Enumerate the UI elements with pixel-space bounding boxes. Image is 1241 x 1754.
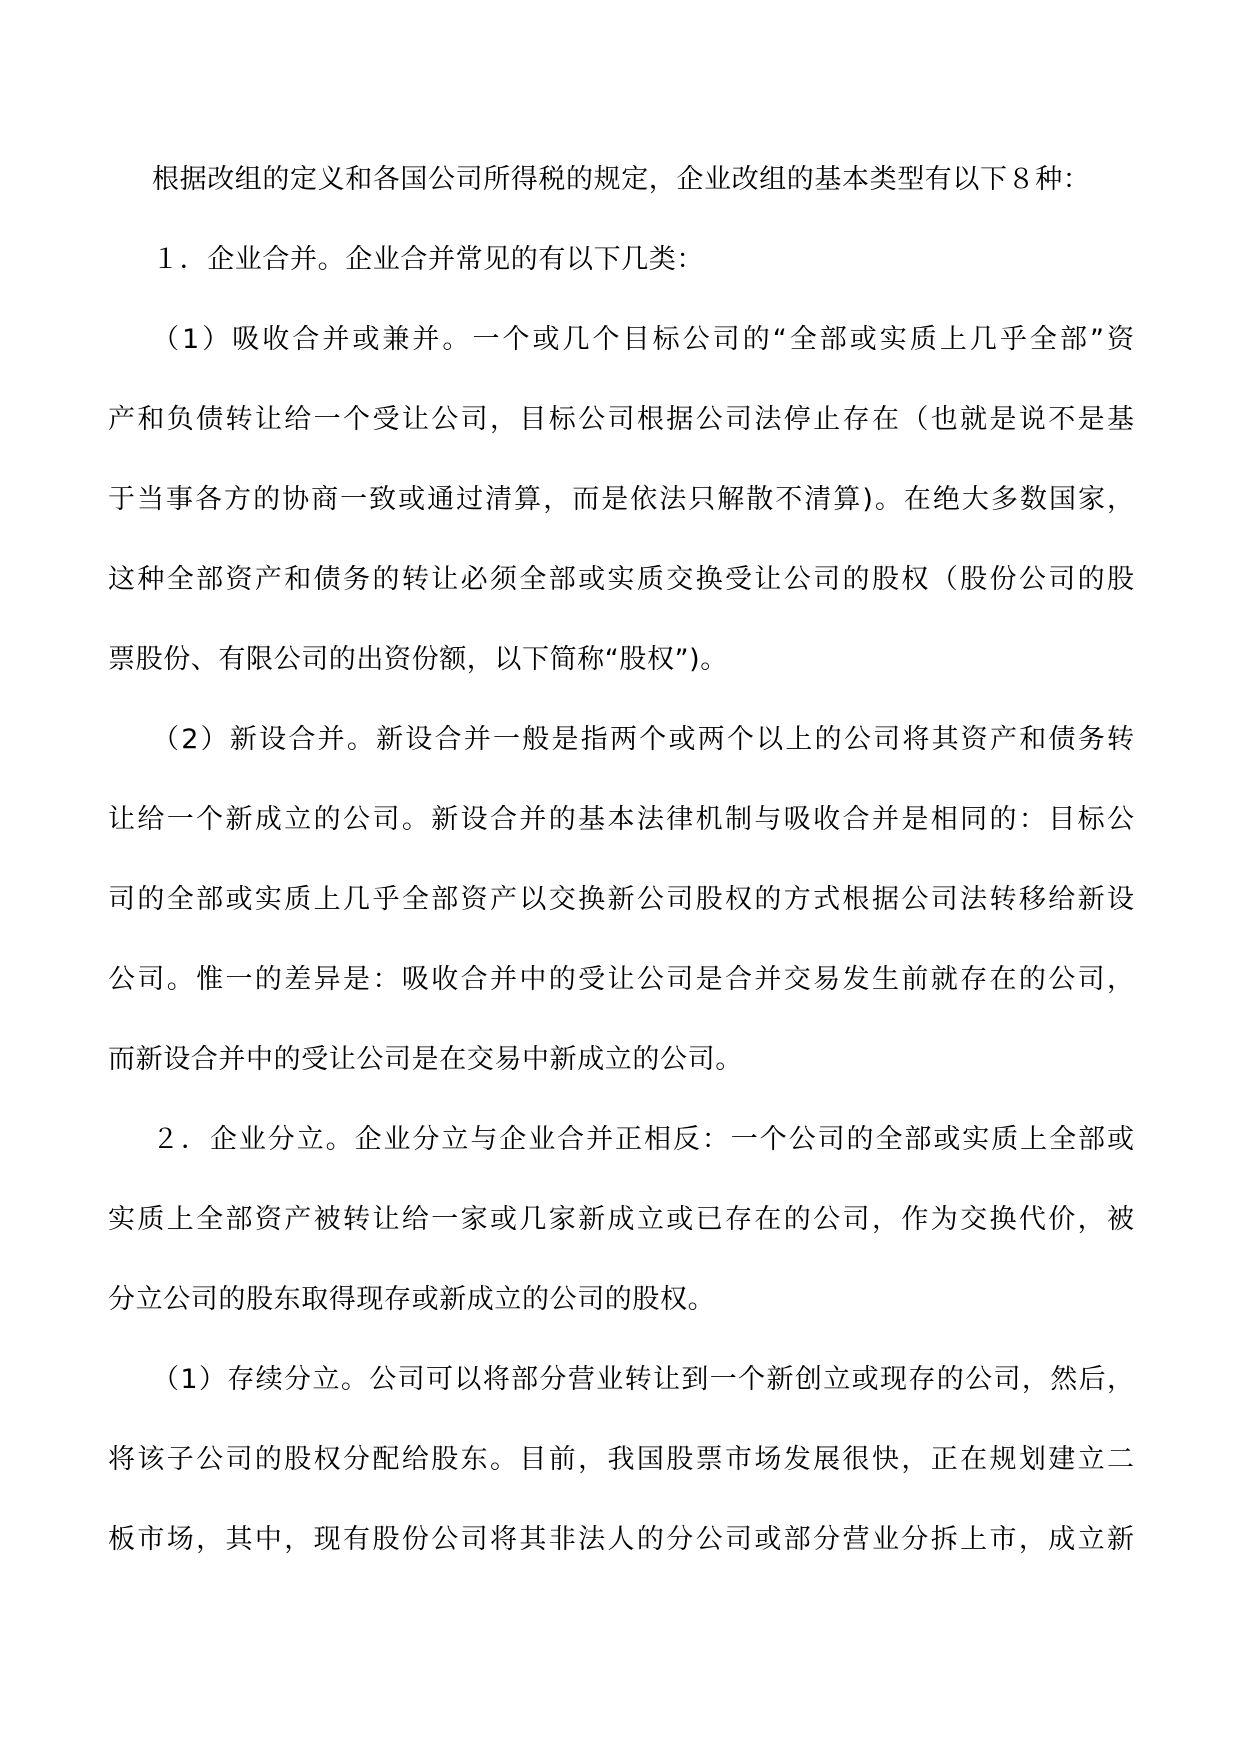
paragraph-absorption-line-2: 产和负债转让给一个受让公司，目标公司根据公司法停止存在（也就是说不是基	[108, 404, 1134, 435]
paragraph-consolidation-line-2: 让给一个新成立的公司。新设合并的基本法律机制与吸收合并是相同的：目标公	[108, 804, 1134, 835]
heading-merger: １．企业合并。企业合并常见的有以下几类：	[152, 244, 704, 275]
paragraph-consolidation-line-5: 而新设合并中的受让公司是在交易中新成立的公司。	[108, 1044, 743, 1075]
paragraph-division-line-3: 分立公司的股东取得现存或新成立的公司的股权。	[108, 1284, 716, 1315]
paragraph-spinoff-line-1: （1）存续分立。公司可以将部分营业转让到一个新创立或现存的公司，然后，	[152, 1364, 1134, 1395]
paragraph-consolidation-line-3: 司的全部或实质上几乎全部资产以交换新公司股权的方式根据公司法转移给新设	[108, 884, 1134, 915]
document-body	[108, 158, 1134, 1598]
paragraph-absorption-line-4: 这种全部资产和债务的转让必须全部或实质交换受让公司的股权（股份公司的股	[108, 564, 1134, 595]
paragraph-absorption-line-3: 于当事各方的协商一致或通过清算，而是依法只解散不清算)。在绝大多数国家，	[108, 484, 1134, 515]
paragraph-division-line-1: ２．企业分立。企业分立与企业合并正相反：一个公司的全部或实质上全部或	[152, 1124, 1134, 1155]
paragraph-spinoff-line-2: 将该子公司的股权分配给股东。目前，我国股票市场发展很快，正在规划建立二	[108, 1444, 1134, 1475]
paragraph-intro-line-1: 根据改组的定义和各国公司所得税的规定，企业改组的基本类型有以下８种：	[152, 164, 1091, 195]
paragraph-spinoff-line-3: 板市场，其中，现有股份公司将其非法人的分公司或部分营业分拆上市，成立新	[108, 1524, 1134, 1555]
paragraph-consolidation-line-1: （2）新设合并。新设合并一般是指两个或两个以上的公司将其资产和债务转	[152, 724, 1134, 755]
paragraph-absorption-line-5: 票股份、有限公司的出资份额，以下简称“股权”)。	[108, 644, 728, 675]
paragraph-absorption-line-1: （1）吸收合并或兼并。一个或几个目标公司的“全部或实质上几乎全部”资	[152, 324, 1134, 355]
paragraph-division-line-2: 实质上全部资产被转让给一家或几家新成立或已存在的公司，作为交换代价，被	[108, 1204, 1134, 1235]
paragraph-consolidation-line-4: 公司。惟一的差异是：吸收合并中的受让公司是合并交易发生前就存在的公司，	[108, 964, 1134, 995]
